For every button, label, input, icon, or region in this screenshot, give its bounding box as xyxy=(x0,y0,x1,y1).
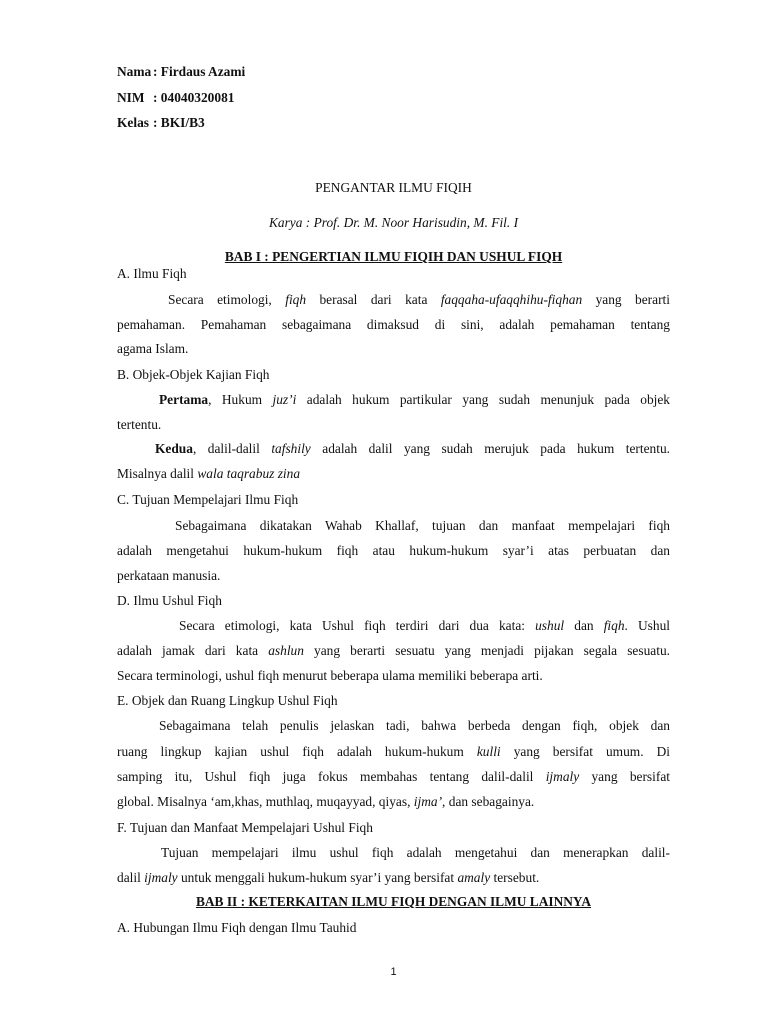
term-fiqh: fiqh xyxy=(285,292,307,307)
document-page xyxy=(117,0,670,1024)
section-d-heading: D. Ilmu Ushul Fiqh xyxy=(117,593,222,608)
section-d-line-2 xyxy=(117,642,670,660)
section-a-heading: A. Ilmu Fiqh xyxy=(117,266,187,281)
section-c-line-1: Sebagaimana dikatakan Wahab Khallaf, tujuan dan manfaat mempelajari fiqh xyxy=(175,518,670,533)
section-a-line-1 xyxy=(117,291,670,309)
nim-value: : 04040320081 xyxy=(153,90,235,105)
text-run: yang berarti xyxy=(582,292,670,307)
section-d-line-1 xyxy=(117,617,670,635)
section-c-heading: C. Tujuan Mempelajari Ilmu Fiqh xyxy=(117,492,299,507)
nim-row xyxy=(117,89,234,107)
term-faqqaha: faqqaha-ufaqqhihu-fiqhan xyxy=(440,292,583,307)
kelas-value: : BKI/B3 xyxy=(153,115,205,130)
text-run: , dan sebagainya. xyxy=(442,794,535,809)
section-c-line-2: adalah mengetahui hukum-hukum fiqh atau hukum-hukum syar’i atas perbuatan dan xyxy=(117,543,670,558)
section-f-line-1: Tujuan mempelajari ilmu ushul fiqh adalah mengetahui dan menerapkan dalil- xyxy=(161,845,670,860)
term-juzi: juz’i xyxy=(272,392,297,407)
text-run: tersebut. xyxy=(490,870,540,885)
document-subtitle: Karya : Prof. Dr. M. Noor Harisudin, M. Fil. I xyxy=(268,215,519,230)
name-label: Nama xyxy=(117,64,152,79)
text-run: . Ushul xyxy=(624,618,670,633)
page-number: 1 xyxy=(390,966,397,978)
term-ushul: ushul xyxy=(535,618,565,633)
text-run: berasal dari kata xyxy=(306,292,441,307)
label-pertama: Pertama xyxy=(159,392,209,407)
text-run: yang berarti sesuatu yang menjadi pijakan segala sesuatu. xyxy=(303,643,670,658)
section-c-line-3: perkataan manusia. xyxy=(117,568,221,583)
term-ashlun: ashlun xyxy=(268,643,304,658)
text-run: yang bersifat xyxy=(579,769,670,784)
section-b-para-2-line-2 xyxy=(117,465,300,483)
section-e-line-4 xyxy=(117,793,534,811)
text-run: untuk menggali hukum-hukum syar’i yang bersifat xyxy=(177,870,458,885)
section-b-heading: B. Objek-Objek Kajian Fiqh xyxy=(117,367,270,382)
text-run: adalah jamak dari kata xyxy=(117,643,269,658)
text-run: samping itu, Ushul fiqh juga fokus membahas tentang dalil-dalil xyxy=(117,769,546,784)
text-run: , dalil-dalil xyxy=(192,441,272,456)
bab2-section-a-heading: A. Hubungan Ilmu Fiqh dengan Ilmu Tauhid xyxy=(117,920,357,935)
label-kedua: Kedua xyxy=(155,441,193,456)
section-b-para-1-line-1 xyxy=(117,391,670,409)
section-e-line-3 xyxy=(117,768,670,786)
section-f-line-2 xyxy=(117,869,539,887)
section-d-line-3: Secara terminologi, ushul fiqh menurut beberapa ulama memiliki beberapa arti. xyxy=(117,668,543,683)
term-tafshily: tafshily xyxy=(271,441,311,456)
term-ijma: ijma’ xyxy=(413,794,443,809)
text-run: Secara etimologi, kata Ushul fiqh terdiri dari dua kata: xyxy=(179,618,536,633)
bab2-heading: BAB II : KETERKAITAN ILMU FIQH DENGAN ILMU LAINNYA xyxy=(195,894,592,909)
term-kulli: kulli xyxy=(476,744,501,759)
term-ijmaly: ijmaly xyxy=(545,769,580,784)
text-run: dan xyxy=(564,618,604,633)
kelas-row xyxy=(117,114,205,132)
term-amaly: amaly xyxy=(457,870,491,885)
text-run: Secara etimologi, xyxy=(168,292,286,307)
text-run: dalil xyxy=(117,870,145,885)
section-b-para-2-line-1 xyxy=(117,440,670,458)
document-title: PENGANTAR ILMU FIQIH xyxy=(315,180,472,195)
text-run: yang bersifat umum. Di xyxy=(500,744,670,759)
name-value: : Firdaus Azami xyxy=(153,64,246,79)
section-e-line-1: Sebagaimana telah penulis jelaskan tadi, bahwa berbeda dengan fiqh, objek dan xyxy=(159,718,670,733)
section-a-line-3: agama Islam. xyxy=(117,341,189,356)
text-run: adalah hukum partikular yang sudah menunjuk pada objek xyxy=(296,392,671,407)
text-run: , Hukum xyxy=(208,392,273,407)
section-b-para-1-line-2: tertentu. xyxy=(117,417,162,432)
section-f-heading: F. Tujuan dan Manfaat Mempelajari Ushul Fiqh xyxy=(117,820,373,835)
text-run: global. Misalnya ‘am,khas, muthlaq, muqayyad, qiyas, xyxy=(117,794,414,809)
section-e-heading: E. Objek dan Ruang Lingkup Ushul Fiqh xyxy=(117,693,338,708)
section-a-line-2: pemahaman. Pemahaman sebagaimana dimaksud di sini, adalah pemahaman tentang xyxy=(117,317,670,332)
name-row xyxy=(117,63,245,81)
text-run: adalah dalil yang sudah merujuk pada hukum tertentu. xyxy=(310,441,670,456)
text-run: ruang lingkup kajian ushul fiqh adalah hukum-hukum xyxy=(117,744,477,759)
kelas-label: Kelas xyxy=(117,115,149,130)
term-ijmaly: ijmaly xyxy=(144,870,178,885)
term-fiqh: fiqh xyxy=(603,618,625,633)
nim-label: NIM xyxy=(117,90,145,105)
term-wala-taqrabuz-zina: wala taqrabuz zina xyxy=(197,466,301,481)
section-e-line-2 xyxy=(117,743,670,761)
bab1-heading: BAB I : PENGERTIAN ILMU FIQIH DAN USHUL FIQH xyxy=(224,249,563,264)
text-run: Misalnya dalil xyxy=(117,466,198,481)
